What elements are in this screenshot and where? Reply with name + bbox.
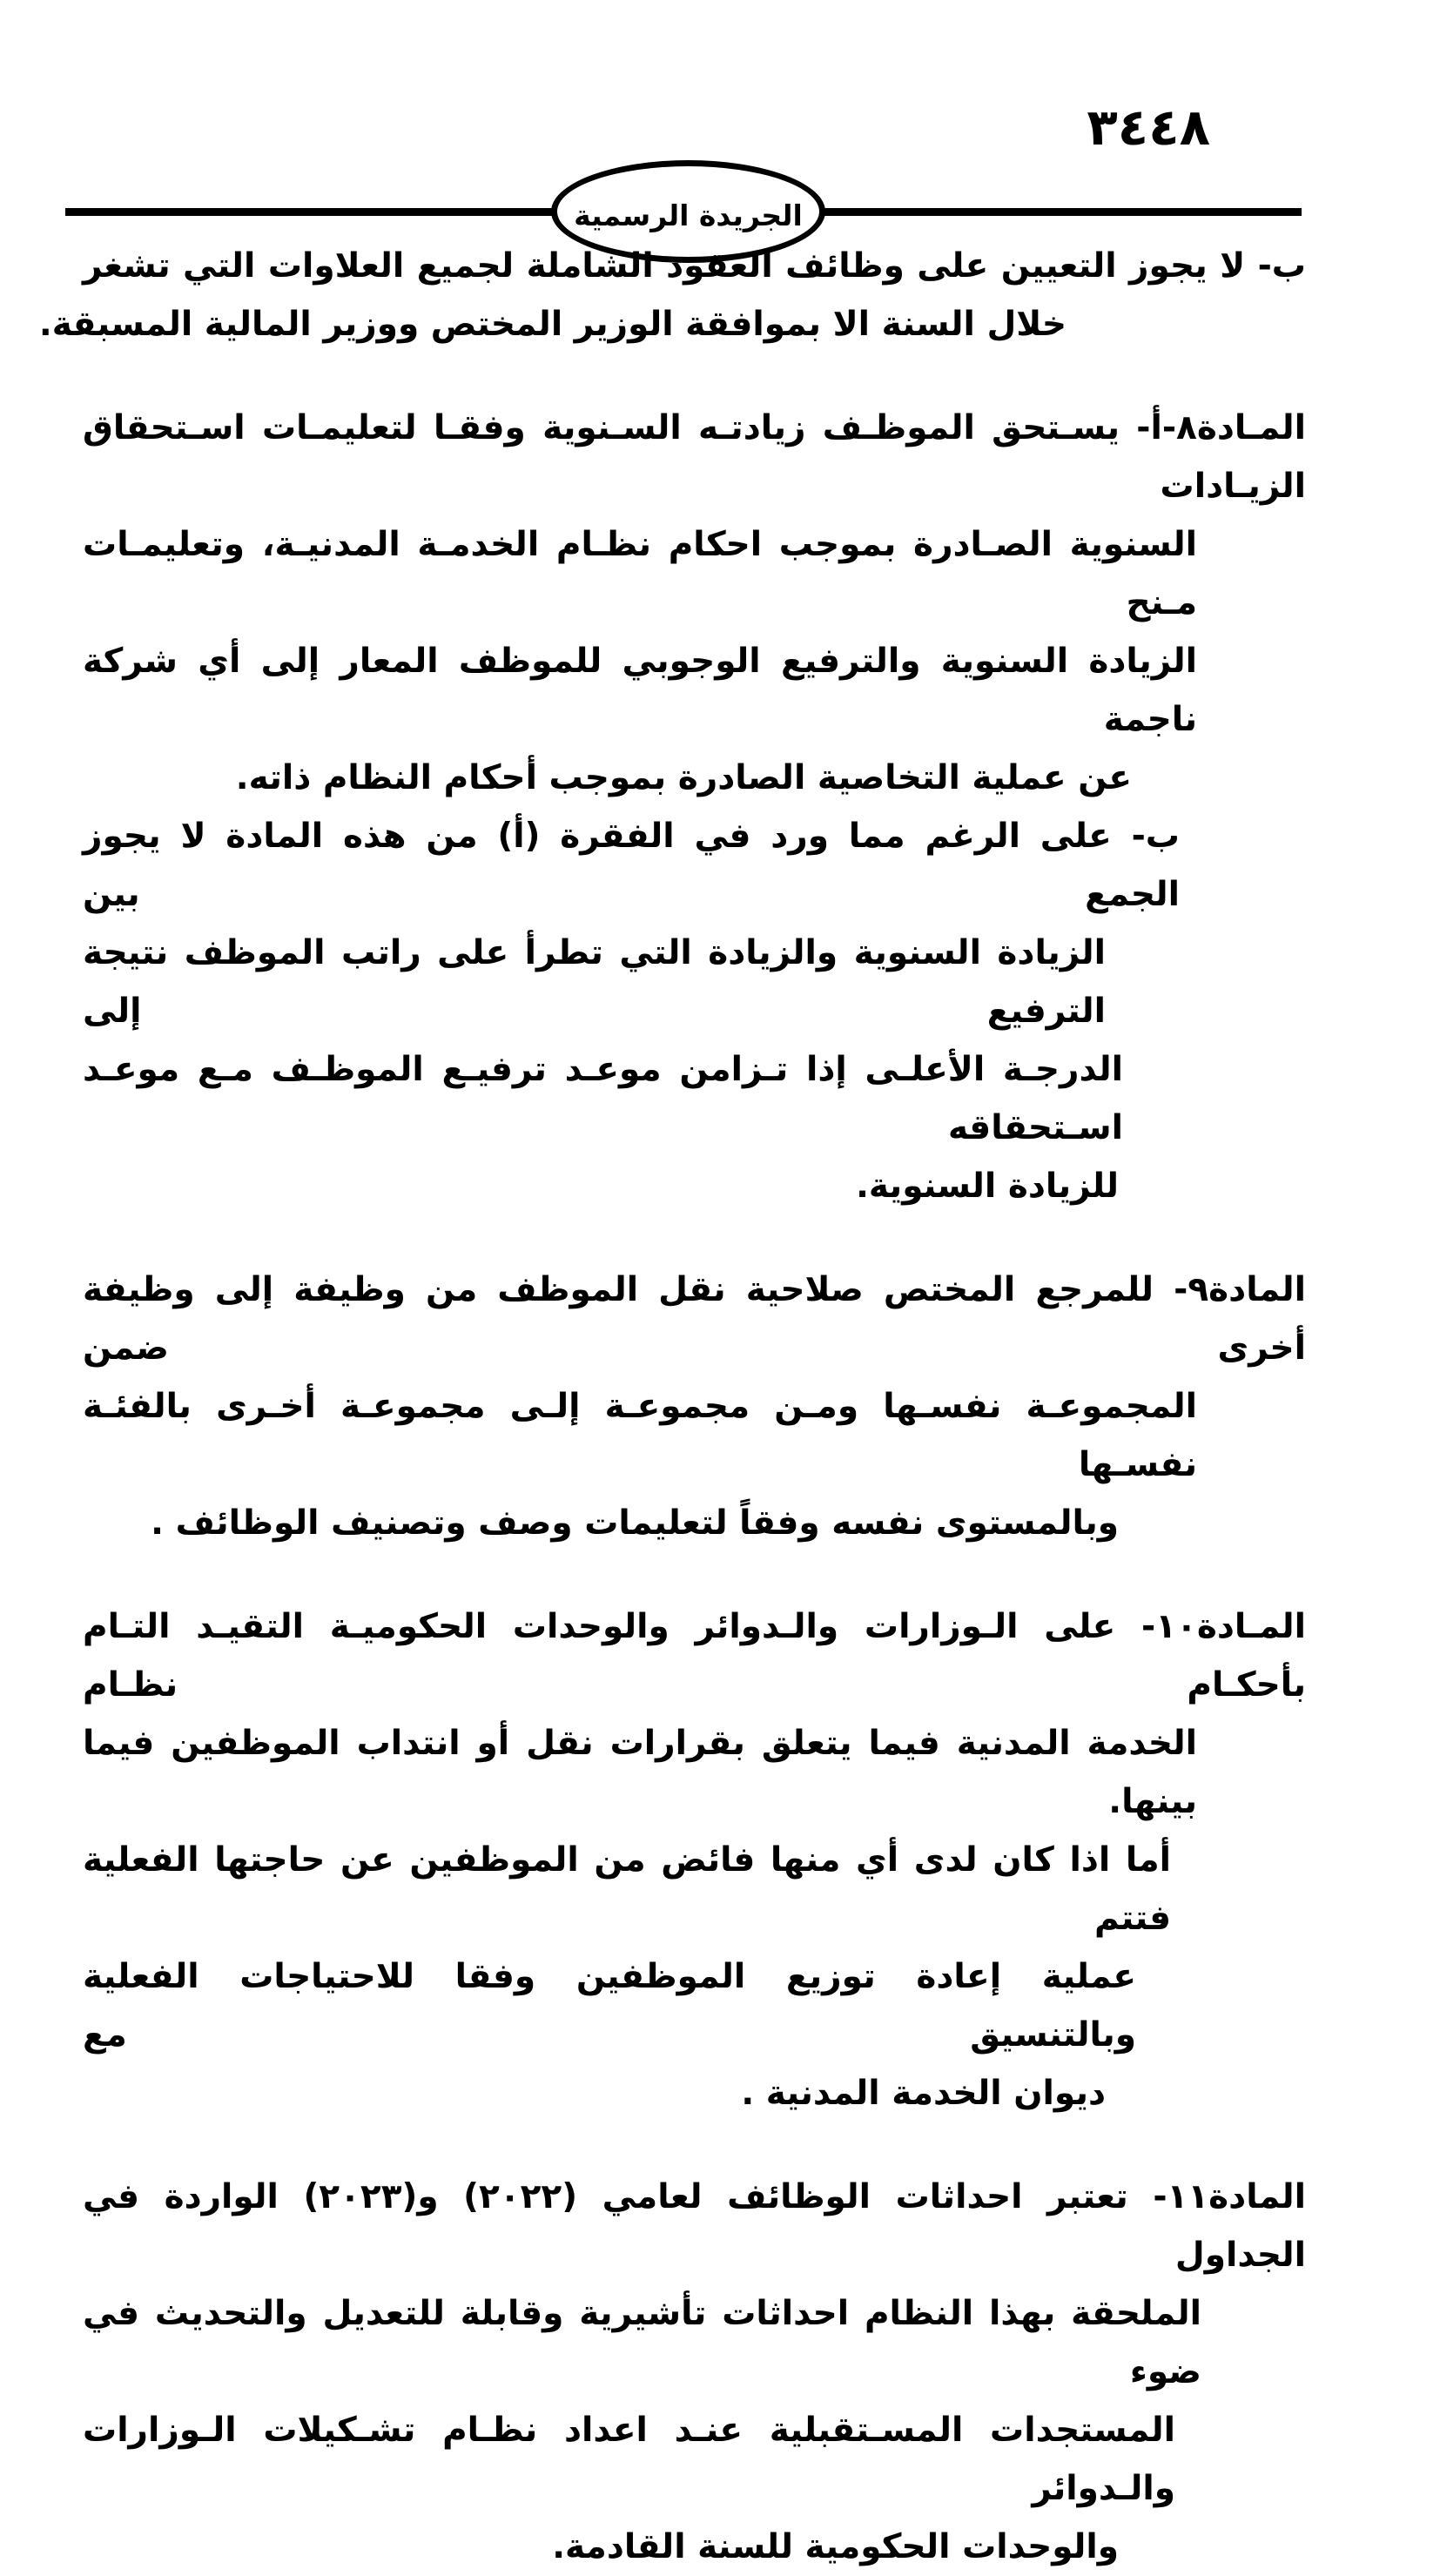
article-paragraph	[83, 2168, 1306, 2576]
text-line: الخدمة المدنية فيما يتعلق بقرارات نقل أو انتداب الموظفين فيما بينها.	[83, 1724, 1197, 1821]
text-line: المجموعـة نفسـها ومـن مجموعـة إلـى مجموعـة أخـرى بالفئـة نفسـها	[83, 1387, 1197, 1484]
text-line: المـادة١٠- على الـوزارات والـدوائر والوحدات الحكوميـة التقيـد التـام بأحكـام نظـام	[83, 1607, 1306, 1705]
text-line: عن عملية التخاصية الصادرة بموجب أحكام النظام ذاته.	[235, 758, 1132, 797]
text-line: المستجدات المسـتقبلية عنـد اعداد نظـام تشـكيلات الـوزارات والـدوائر	[83, 2411, 1175, 2508]
text-line: الزيادة السنوية والترفيع الوجوبي للموظف المعار إلى أي شركة ناجمة	[83, 642, 1197, 739]
text-line: ديوان الخدمة المدنية .	[741, 2074, 1106, 2113]
article-paragraph	[83, 1261, 1306, 1552]
page-number: ٣٤٤٨	[1087, 98, 1210, 157]
text-line: المـادة٨-أ- يسـتحق الموظـف زيادتـه السـنوية وفقـا لتعليمـات اسـتحقاق الزيـادات	[83, 408, 1306, 506]
article-paragraph	[83, 1597, 1306, 2122]
text-line: عملية إعادة توزيع الموظفين وفقا للاحتياجات الفعلية وبالتنسيق مع	[83, 1957, 1136, 2055]
article-paragraph	[38, 237, 1306, 353]
text-line: الزيادة السنوية والزيادة التي تطرأ على راتب الموظف نتيجة الترفيع إلى	[83, 933, 1106, 1031]
text-line: الملحقة بهذا النظام احداثات تأشيرية وقابلة للتعديل والتحديث في ضوء	[83, 2294, 1201, 2391]
text-line: ب- لا يجوز التعيين على وظائف العقود الشاملة لجميع العلاوات التي تشغر	[83, 246, 1306, 286]
text-line: للزيادة السنوية.	[856, 1167, 1119, 1206]
text-line: وبالمستوى نفسه وفقاً لتعليمات وصف وتصنيف الوظائف .	[151, 1503, 1119, 1543]
text-line: المادة٩- للمرجع المختص صلاحية نقل الموظف من وظيفة إلى وظيفة أخرى ضمن	[83, 1270, 1306, 1368]
text-line: المادة١١- تعتبر احداثات الوظائف لعامي (٢٠٢٢) و(٢٠٢٣) الواردة في الجداول	[83, 2177, 1306, 2275]
text-line: الدرجـة الأعلـى إذا تـزامن موعـد ترفيـع الموظـف مـع موعـد اسـتحقاقه	[83, 1050, 1123, 1147]
text-line: أما اذا كان لدى أي منها فائض من الموظفين عن حاجتها الفعلية فتتم	[83, 1840, 1171, 1938]
text-line: والوحدات الحكومية للسنة القادمة.	[552, 2527, 1119, 2566]
article-paragraph	[83, 399, 1306, 1215]
text-line: ب- على الرغم مما ورد في الفقرة (أ) من هذه المادة لا يجوز الجمع بين	[83, 817, 1180, 914]
badge-label: الجريدة الرسمية	[574, 198, 803, 232]
text-line: خلال السنة الا بموافقة الوزير المختص ووزير المالية المسبقة.	[38, 305, 1067, 344]
text-line: السنوية الصـادرة بموجب احكام نظـام الخدمـة المدنيـة، وتعليمـات مـنح	[83, 525, 1197, 622]
document-body	[38, 237, 1306, 2576]
